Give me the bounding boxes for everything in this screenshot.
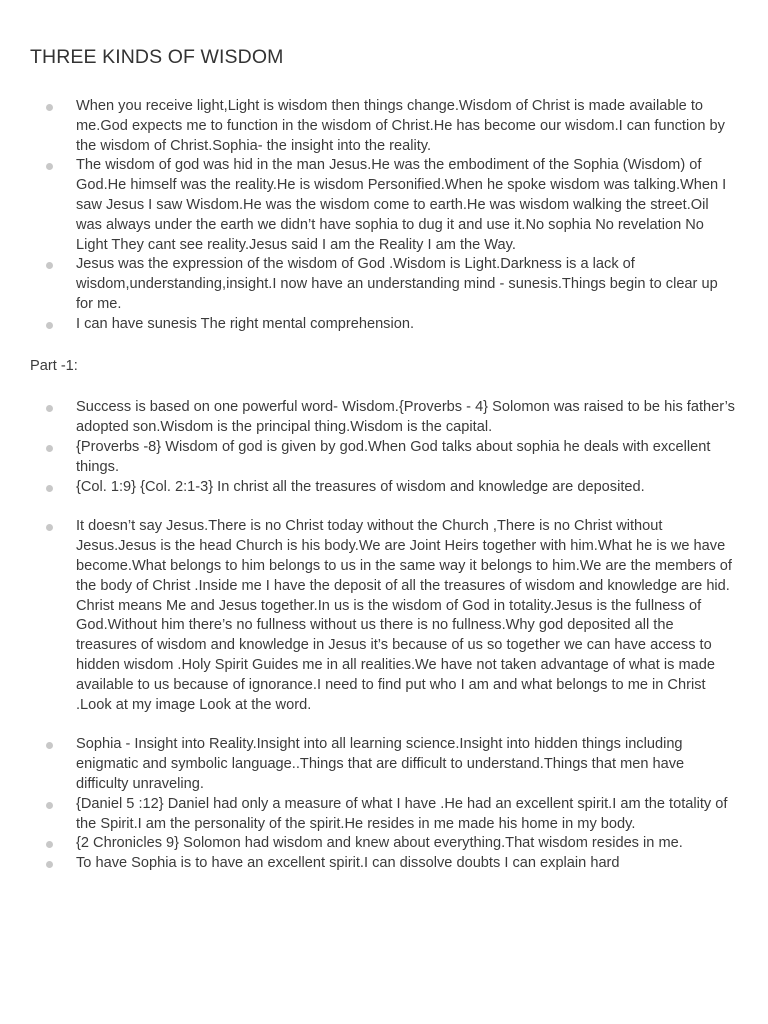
- list-item: To have Sophia is to have an excellent spirit.I can dissolve doubts I can explain hard: [30, 854, 738, 874]
- list-item: {Daniel 5 :12} Daniel had only a measure of what I have .He had an excellent spirit.I am the totality of the Spirit.I am the personality of the spirit.He resides in me made his home in my body.: [30, 795, 738, 835]
- bullet-icon: [46, 524, 53, 531]
- list-item: When you receive light,Light is wisdom then things change.Wisdom of Christ is made available to me.God expects me to function in the wisdom of Christ.He has become our wisdom.I can function by the wisdom of Christ.Sophia- the insight into the reality.: [30, 97, 738, 156]
- bullet-icon: [46, 861, 53, 868]
- page-title: THREE KINDS OF WISDOM: [30, 46, 284, 68]
- section-label: Part -1:: [30, 357, 78, 374]
- list-item: Sophia - Insight into Reality.Insight into all learning science.Insight into hidden things including enigmatic and symbolic language..Things that are difficult to understand.Things that men have difficulty unraveling.: [30, 735, 738, 794]
- list-item: It doesn’t say Jesus.There is no Christ today without the Church ,There is no Christ without Jesus.Jesus is the head Church is his body.We are Joint Heirs together with him.What he is we have become.What belongs to him belongs to us in the same way it belongs to him.We are the members of the body of Christ .Inside me I have the deposit of all the treasures of wisdom and knowledge are hid. Christ means Me and Jesus together.In us is the wisdom of God in totality.Jesus is the fullness of God.Without him there’s no fullness without us there is no fullness.Why god deposited all the treasures of wisdom and knowledge in Jesus it’s because of us so together we can have access to hidden wisdom .Holy Spirit Guides me in all realities.We have not taken advantage of what is made available to us because of ignorance.I need to find put who I am and what belongs to me in Christ .Look at my image Look at the word.: [30, 517, 738, 715]
- list-item: I can have sunesis The right mental comprehension.: [30, 315, 738, 335]
- bullet-icon: [46, 445, 53, 452]
- spacer: [30, 715, 738, 735]
- bullet-list-sophia: [30, 735, 738, 874]
- list-item: The wisdom of god was hid in the man Jesus.He was the embodiment of the Sophia (Wisdom) of God.He himself was the reality.He is wisdom Personified.When he spoke wisdom was talking.When I saw Jesus I saw Wisdom.He was the wisdom come to earth.He was wisdom walking the street.Oil was always under the earth we didn’t have sophia to dug it and use it.No sophia No revelation No Light They cant see reality.Jesus said I am the Reality I am the Way.: [30, 156, 738, 255]
- bullet-list-intro: [30, 97, 738, 335]
- bullet-list-christ: [30, 517, 738, 715]
- bullet-icon: [46, 841, 53, 848]
- bullet-icon: [46, 322, 53, 329]
- bullet-icon: [46, 163, 53, 170]
- bullet-icon: [46, 802, 53, 809]
- bullet-list-part1: [30, 398, 738, 497]
- bullet-icon: [46, 742, 53, 749]
- list-item: {Col. 1:9} {Col. 2:1-3} In christ all the treasures of wisdom and knowledge are deposited.: [30, 478, 738, 498]
- bullet-icon: [46, 485, 53, 492]
- bullet-icon: [46, 405, 53, 412]
- list-item: {2 Chronicles 9} Solomon had wisdom and knew about everything.That wisdom resides in me.: [30, 834, 738, 854]
- spacer: [30, 497, 738, 517]
- list-item: Jesus was the expression of the wisdom of God .Wisdom is Light.Darkness is a lack of wisdom,understanding,insight.I now have an understanding mind - sunesis.Things begin to clear up for me.: [30, 255, 738, 314]
- bullet-icon: [46, 262, 53, 269]
- list-item: {Proverbs -8} Wisdom of god is given by god.When God talks about sophia he deals with excellent things.: [30, 438, 738, 478]
- list-item: Success is based on one powerful word- Wisdom.{Proverbs - 4} Solomon was raised to be his father’s adopted son.Wisdom is the principal thing.Wisdom is the capital.: [30, 398, 738, 438]
- bullet-icon: [46, 104, 53, 111]
